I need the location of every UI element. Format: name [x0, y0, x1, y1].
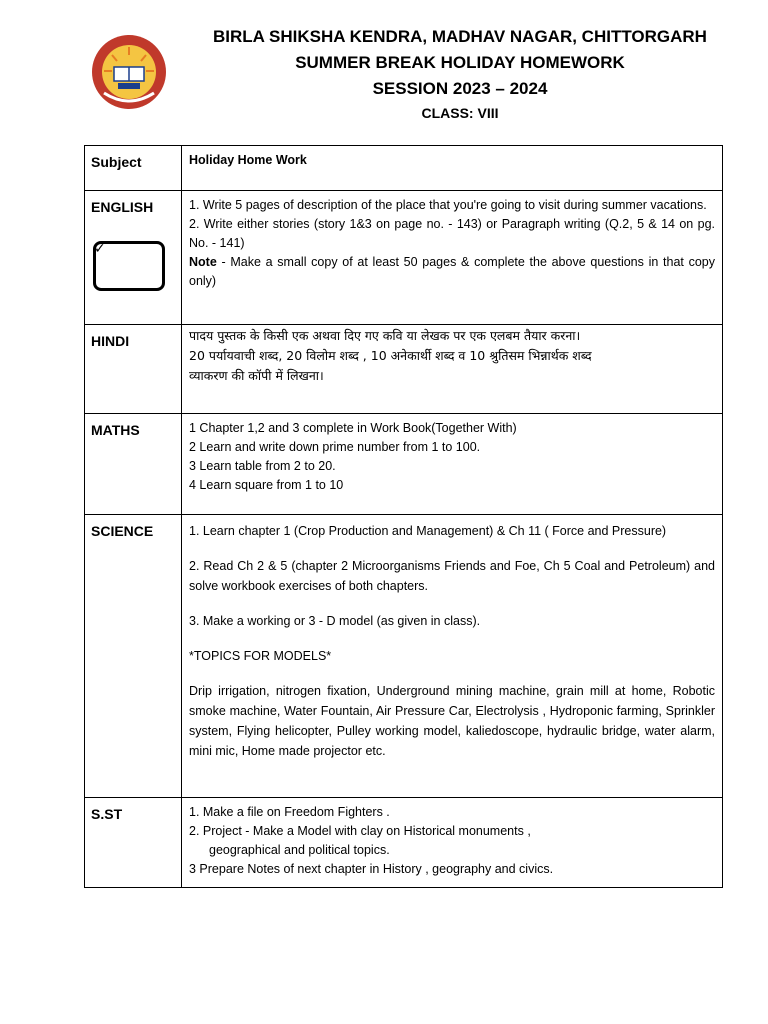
hindi-item-1: पादय पुस्तक के किसी एक अथवा दिए गए कवि या लेखक पर एक एलबम तैयार करना। [189, 328, 581, 343]
models-heading: *TOPICS FOR MODELS* [189, 649, 332, 663]
note-label: Note [189, 255, 217, 269]
sst-work [182, 798, 723, 888]
maths-work [182, 414, 723, 515]
science-subject: SCIENCE [85, 515, 182, 798]
table-header-row [85, 146, 723, 191]
document-title: SUMMER BREAK HOLIDAY HOMEWORK [295, 53, 625, 72]
models-list: Drip irrigation, nitrogen fixation, Underground mining machine, grain mill at home, Robotic smoke machine, Water Fountain, Air Pressure Car, Electrolysis , Hydroponic farming, Sprinkler system, Flying helicopter, Pulley working model, kaliedoscope, hydraulic bridge, water alarm, mini mic, Home made projector etc. [189, 684, 715, 758]
work-header: Holiday Home Work [182, 146, 723, 191]
hindi-item-2: 20 पर्यायवाची शब्द, 20 विलोम शब्द , 10 अनेकार्थी शब्द व 10 श्रुतिसम भिन्नार्थक शब्द [189, 348, 592, 363]
maths-item: 3 Learn table from 2 to 20. [189, 459, 336, 473]
maths-item: 4 Learn square from 1 to 10 [189, 478, 344, 492]
hindi-item-3: व्याकरण की कॉपी में लिखना। [189, 368, 324, 383]
english-item-2: 2. Write either stories (story 1&3 on page no. - 143) or Paragraph writing (Q.2, 5 & 14 on pg. No. - 141) [189, 217, 715, 250]
science-item-3: 3. Make a working or 3 - D model (as given in class). [189, 614, 481, 628]
checkbox-icon [93, 241, 165, 291]
sst-item-1: 1. Make a file on Freedom Fighters . [189, 805, 390, 819]
english-work [182, 191, 723, 325]
english-note [189, 253, 715, 291]
english-label: ENGLISH [91, 199, 154, 215]
science-item-2: 2. Read Ch 2 & 5 (chapter 2 Microorganisms Friends and Foe, Ch 5 Coal and Petroleum) and solve workbook exercises of both chapters. [189, 559, 715, 593]
sst-item-3: 3 Prepare Notes of next chapter in History , geography and civics. [189, 862, 554, 876]
sst-item-2: 2. Project - Make a Model with clay on Historical monuments , [189, 824, 531, 838]
sst-row [85, 798, 723, 888]
english-subject [85, 191, 182, 325]
maths-subject: MATHS [85, 414, 182, 515]
sst-item-2-cont: geographical and political topics. [209, 843, 390, 857]
english-row [85, 191, 723, 325]
session-label: SESSION 2023 – 2024 [372, 79, 548, 98]
school-name: BIRLA SHIKSHA KENDRA, MADHAV NAGAR, CHITTORGARH [213, 27, 707, 46]
class-label: CLASS: VIII [421, 105, 499, 121]
subject-header: Subject [85, 146, 182, 191]
hindi-work [182, 325, 723, 414]
maths-item: 2 Learn and write down prime number from 1 to 100. [189, 440, 481, 454]
maths-row [85, 414, 723, 515]
checkmark-icon: ✓ [94, 240, 106, 256]
note-text: - Make a small copy of at least 50 pages & complete the above questions in that copy only) [189, 255, 715, 288]
homework-table [84, 145, 723, 888]
science-row [85, 515, 723, 798]
science-work [182, 515, 723, 798]
document-header [180, 24, 740, 124]
english-item-1: 1. Write 5 pages of description of the place that you're going to visit during summer vacations. [189, 198, 707, 212]
hindi-subject: HINDI [85, 325, 182, 414]
sst-subject: S.ST [85, 798, 182, 888]
maths-item: 1 Chapter 1,2 and 3 complete in Work Book(Together With) [189, 421, 517, 435]
school-logo-icon [90, 33, 168, 111]
hindi-row [85, 325, 723, 414]
science-item-1: 1. Learn chapter 1 (Crop Production and Management) & Ch 11 ( Force and Pressure) [189, 524, 667, 538]
